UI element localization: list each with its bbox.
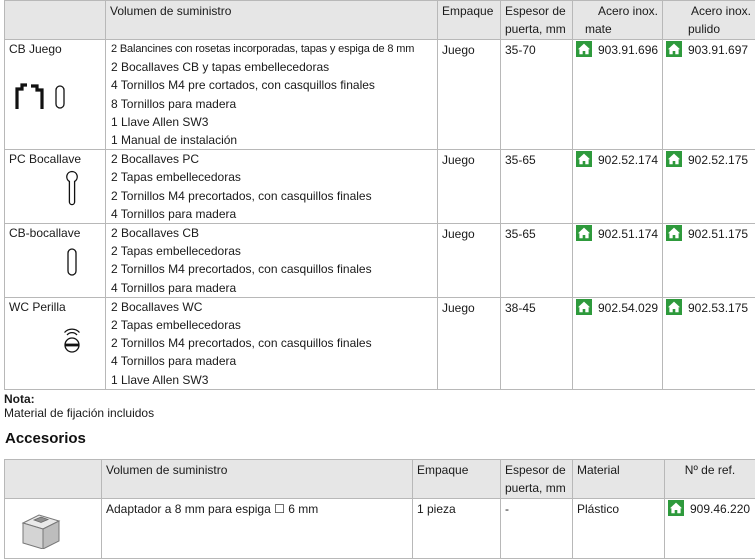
profile-cylinder-escutcheon-icon bbox=[65, 170, 79, 206]
thickness-cell: 35-70 bbox=[501, 40, 573, 150]
table-row bbox=[5, 499, 755, 559]
volume-line: 2 Tapas embellecedoras bbox=[106, 168, 437, 186]
thickness-cell: 35-65 bbox=[501, 224, 573, 298]
volume-line: 2 Balancines con rosetas incorporadas, tapas y espiga de 8 mm bbox=[106, 40, 437, 58]
volume-line: 4 Tornillos para madera bbox=[106, 279, 437, 297]
thickness-cell: 38-45 bbox=[501, 297, 573, 389]
acc-header-volume: Volumen de suministro bbox=[102, 460, 413, 499]
volume-cell bbox=[106, 224, 438, 298]
product-table bbox=[4, 0, 755, 390]
ref-number: 902.52.174 bbox=[598, 153, 658, 167]
ref-number: 902.52.175 bbox=[688, 153, 748, 167]
volume-line: 4 Tornillos para madera bbox=[106, 205, 437, 223]
volume-line: 1 Manual de instalación bbox=[106, 131, 437, 149]
header-pulido: Acero inox. pulido bbox=[663, 1, 755, 40]
ref-mate-cell bbox=[573, 297, 663, 389]
stock-home-icon bbox=[576, 151, 592, 167]
ref-pulido-cell bbox=[663, 40, 755, 150]
ref-pulido-cell bbox=[663, 224, 755, 298]
stock-home-icon bbox=[666, 299, 682, 315]
acc-product-cell bbox=[5, 499, 102, 559]
package-cell: Juego bbox=[438, 297, 501, 389]
acc-material-cell: Plástico bbox=[573, 499, 665, 559]
stock-home-icon bbox=[668, 500, 684, 516]
lever-handle-and-keyhole-icon bbox=[13, 80, 69, 110]
stock-home-icon bbox=[666, 225, 682, 241]
volume-line: 2 Bocallaves CB bbox=[106, 224, 437, 242]
ref-number: 903.91.697 bbox=[688, 43, 748, 57]
ref-pulido-cell bbox=[663, 150, 755, 224]
product-name-cell bbox=[5, 297, 106, 389]
acc-ref-cell bbox=[665, 499, 755, 559]
volume-line: 2 Bocallaves PC bbox=[106, 150, 437, 168]
table-row bbox=[5, 297, 755, 389]
ref-mate-cell bbox=[573, 40, 663, 150]
ref-number: 902.51.175 bbox=[688, 227, 748, 241]
volume-line: 1 Llave Allen SW3 bbox=[106, 113, 437, 131]
cb-keyhole-escutcheon-icon bbox=[66, 247, 78, 277]
stock-home-icon bbox=[576, 299, 592, 315]
acc-header-material: Material bbox=[573, 460, 665, 499]
volume-line: 2 Tapas embellecedoras bbox=[106, 316, 437, 334]
header-thickness: Espesor de puerta, mm bbox=[501, 1, 573, 40]
product-name-cell bbox=[5, 224, 106, 298]
product-name: CB Juego bbox=[9, 41, 101, 58]
volume-line: 2 Tornillos M4 precortados, con casquillos finales bbox=[106, 260, 437, 278]
header-package: Empaque bbox=[438, 1, 501, 40]
header-mate: Acero inox. mate bbox=[573, 1, 663, 40]
ref-number: 903.91.696 bbox=[598, 43, 658, 57]
accessories-header-row bbox=[5, 460, 755, 499]
ref-mate-cell bbox=[573, 150, 663, 224]
product-name: CB-bocallave bbox=[9, 225, 101, 242]
ref-number: 902.53.175 bbox=[688, 301, 748, 315]
product-name: PC Bocallave bbox=[9, 151, 101, 168]
acc-header-thickness: Espesor de puerta, mm bbox=[501, 460, 573, 499]
acc-package-cell: 1 pieza bbox=[413, 499, 501, 559]
ref-number: 902.54.029 bbox=[598, 301, 658, 315]
package-cell: Juego bbox=[438, 150, 501, 224]
volume-line: 2 Tornillos M4 precortados, con casquillos finales bbox=[106, 334, 437, 352]
package-cell: Juego bbox=[438, 40, 501, 150]
ref-pulido-cell bbox=[663, 297, 755, 389]
product-name-cell bbox=[5, 150, 106, 224]
table-row bbox=[5, 224, 755, 298]
acc-volume-cell: Adaptador a 8 mm para espiga ☐ 6 mm bbox=[102, 499, 413, 559]
product-name: WC Perilla bbox=[9, 299, 101, 316]
acc-header-package: Empaque bbox=[413, 460, 501, 499]
ref-number: 902.51.174 bbox=[598, 227, 658, 241]
table-row bbox=[5, 40, 755, 150]
volume-cell bbox=[106, 150, 438, 224]
ref-number: 909.46.220 bbox=[690, 502, 750, 516]
header-product bbox=[5, 1, 106, 40]
package-cell: Juego bbox=[438, 224, 501, 298]
volume-line: 2 Tornillos M4 precortados, con casquillos finales bbox=[106, 187, 437, 205]
stock-home-icon bbox=[576, 41, 592, 57]
wc-turn-knob-icon bbox=[61, 326, 83, 354]
volume-cell bbox=[106, 297, 438, 389]
accessories-heading: Accesorios bbox=[5, 430, 86, 447]
volume-line: 2 Bocallaves CB y tapas embellecedoras bbox=[106, 58, 437, 76]
thickness-cell: 35-65 bbox=[501, 150, 573, 224]
table-header-row bbox=[5, 1, 755, 40]
volume-cell bbox=[106, 40, 438, 150]
volume-line: 2 Tapas embellecedoras bbox=[106, 242, 437, 260]
note-text: Material de fijación incluidos bbox=[4, 406, 154, 420]
acc-thickness-cell: - bbox=[501, 499, 573, 559]
accessories-table bbox=[4, 459, 755, 559]
volume-line: 4 Tornillos para madera bbox=[106, 352, 437, 370]
product-name-cell bbox=[5, 40, 106, 150]
header-volume: Volumen de suministro bbox=[106, 1, 438, 40]
square-adapter-icon bbox=[17, 509, 65, 549]
volume-line: 8 Tornillos para madera bbox=[106, 95, 437, 113]
stock-home-icon bbox=[666, 151, 682, 167]
volume-line: 4 Tornillos M4 pre cortados, con casquillos finales bbox=[106, 76, 437, 94]
stock-home-icon bbox=[576, 225, 592, 241]
stock-home-icon bbox=[666, 41, 682, 57]
note-title: Nota: bbox=[4, 392, 35, 406]
ref-mate-cell bbox=[573, 224, 663, 298]
table-row bbox=[5, 150, 755, 224]
acc-header-product bbox=[5, 460, 102, 499]
acc-header-ref: Nº de ref. bbox=[665, 460, 755, 499]
volume-line: 1 Llave Allen SW3 bbox=[106, 371, 437, 389]
volume-line: 2 Bocallaves WC bbox=[106, 298, 437, 316]
